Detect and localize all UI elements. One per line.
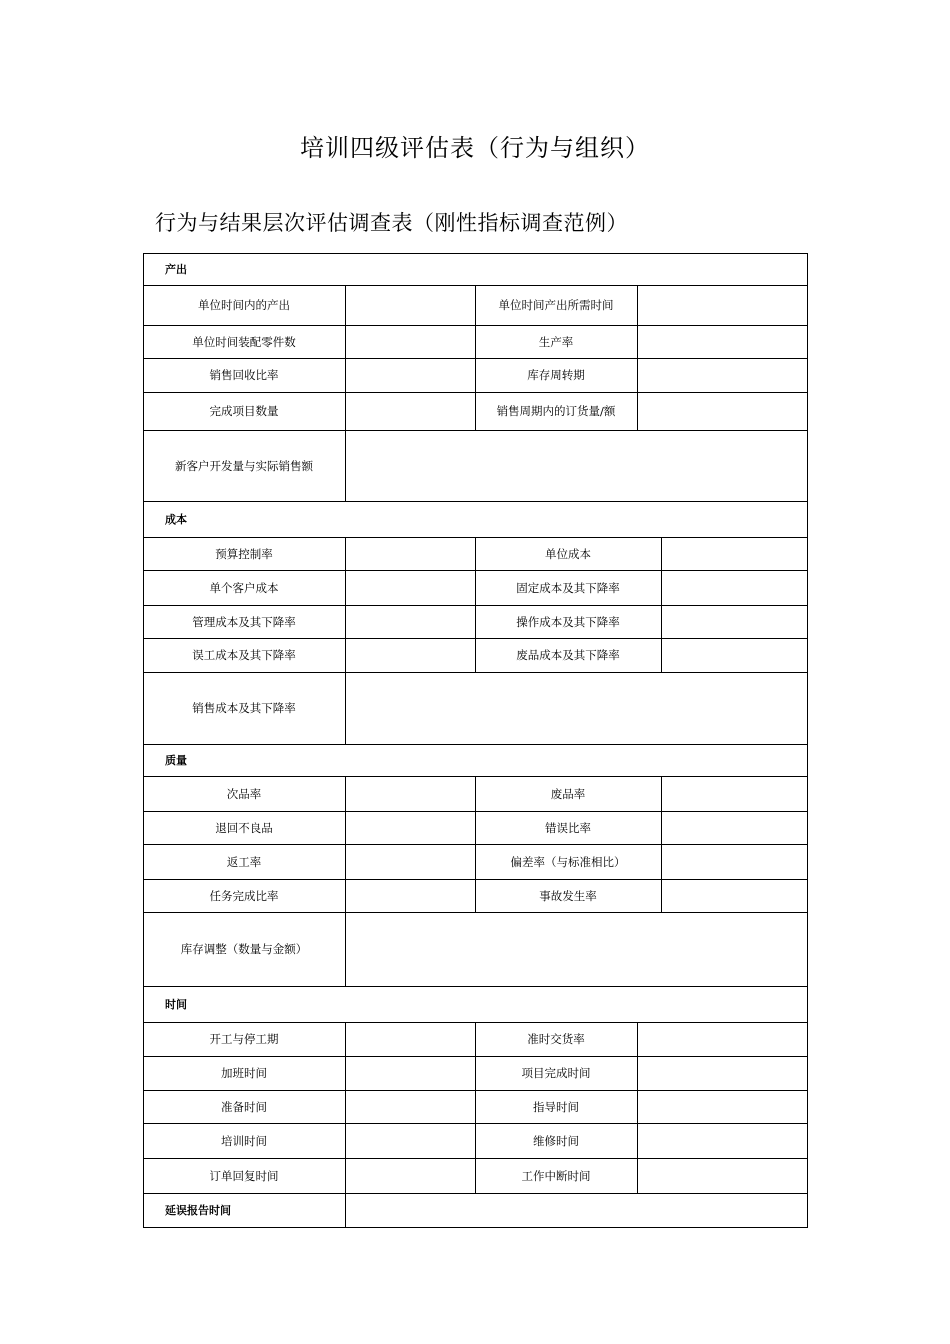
table-cell-label: 固定成本及其下降率 — [516, 580, 620, 595]
section-header: 质量 — [165, 754, 187, 767]
table-cell-label: 销售回收比率 — [209, 368, 279, 382]
table-rule-vertical — [345, 285, 346, 326]
table-rule-vertical — [345, 1056, 346, 1091]
table-cell-label: 准备时间 — [221, 1099, 267, 1114]
table-cell-label: 任务完成比率 — [209, 888, 279, 903]
table-rule-vertical — [661, 811, 662, 845]
table-rule-horizontal — [143, 1227, 808, 1228]
table-cell-label: 事故发生率 — [539, 888, 597, 903]
table-rule-vertical — [637, 1158, 638, 1194]
table-cell-label: 销售成本及其下降率 — [192, 701, 296, 715]
table-cell-label: 单位成本 — [545, 546, 591, 561]
section-header: 成本 — [165, 513, 187, 526]
table-cell-label: 工作中断时间 — [521, 1168, 591, 1183]
table-cell-label: 偏差率（与标准相比） — [510, 854, 626, 869]
table-rule-vertical — [345, 392, 346, 431]
table-cell-label: 订单回复时间 — [209, 1168, 279, 1183]
table-rule-vertical — [345, 844, 346, 880]
table-cell-label: 操作成本及其下降率 — [516, 614, 620, 629]
table-cell-label: 库存调整（数量与金额） — [180, 942, 308, 956]
table-rule-vertical — [345, 1158, 346, 1194]
table-rule-horizontal — [143, 986, 808, 987]
table-rule-vertical — [345, 358, 346, 393]
table-rule-vertical — [637, 1056, 638, 1091]
table-rule-vertical — [345, 1022, 346, 1057]
table-rule-vertical — [661, 844, 662, 880]
table-cell-label: 维修时间 — [533, 1133, 579, 1148]
table-rule-vertical — [661, 776, 662, 812]
table-rule-vertical — [637, 325, 638, 359]
table-rule-vertical — [637, 1090, 638, 1124]
table-cell-label: 预算控制率 — [215, 546, 273, 561]
table-rule-vertical — [637, 1123, 638, 1159]
evaluation-table — [143, 253, 807, 1227]
table-cell-label: 废品率 — [550, 786, 586, 801]
table-rule-vertical — [345, 776, 346, 812]
table-rule-vertical — [661, 537, 662, 571]
table-rule-vertical — [345, 879, 346, 913]
table-rule-horizontal — [143, 744, 808, 745]
table-cell-label: 新客户开发量与实际销售额 — [175, 458, 313, 473]
table-rule-vertical — [345, 1090, 346, 1124]
table-rule-vertical — [807, 253, 808, 1228]
table-cell-label: 退回不良品 — [215, 820, 273, 835]
table-rule-horizontal — [143, 501, 808, 502]
table-rule-vertical — [661, 570, 662, 606]
table-cell-label: 生产率 — [538, 334, 574, 349]
table-cell-label: 准时交货率 — [527, 1032, 585, 1046]
table-rule-vertical — [345, 537, 346, 571]
table-rule-vertical — [345, 570, 346, 606]
table-rule-vertical — [345, 811, 346, 845]
table-rule-vertical — [661, 605, 662, 639]
table-cell-label: 库存周转期 — [527, 368, 585, 382]
table-cell-label: 销售周期内的订货量/额 — [496, 404, 616, 418]
table-rule-vertical — [345, 912, 346, 987]
table-cell-label: 单个客户成本 — [209, 580, 279, 595]
section-header: 时间 — [165, 998, 187, 1011]
table-rule-vertical — [661, 638, 662, 673]
table-rule-vertical — [345, 1193, 346, 1228]
table-cell-label: 开工与停工期 — [209, 1032, 279, 1046]
table-cell-label: 指导时间 — [533, 1099, 579, 1114]
table-cell-label: 误工成本及其下降率 — [192, 648, 296, 662]
table-rule-vertical — [345, 638, 346, 673]
table-rule-vertical — [345, 1123, 346, 1159]
table-cell-label: 次品率 — [226, 786, 262, 801]
table-cell-label: 培训时间 — [221, 1133, 267, 1148]
table-cell-label: 废品成本及其下降率 — [516, 648, 620, 662]
table-cell-label: 单位时间装配零件数 — [192, 334, 296, 349]
table-rule-vertical — [661, 879, 662, 913]
table-cell-label: 延误报告时间 — [165, 1204, 231, 1217]
table-rule-vertical — [637, 1022, 638, 1057]
table-cell-label: 加班时间 — [221, 1066, 267, 1080]
table-rule-vertical — [345, 605, 346, 639]
table-cell-label: 返工率 — [226, 854, 262, 869]
table-cell-label: 完成项目数量 — [209, 404, 279, 418]
table-rule-vertical — [637, 392, 638, 431]
table-cell-label: 单位时间产出所需时间 — [498, 298, 614, 312]
table-rule-vertical — [637, 358, 638, 393]
table-rule-vertical — [637, 285, 638, 326]
table-cell-label: 项目完成时间 — [521, 1066, 591, 1080]
page-title: 培训四级评估表（行为与组织） — [300, 134, 650, 162]
table-rule-vertical — [345, 672, 346, 745]
table-cell-label: 错误比率 — [545, 820, 591, 835]
section-header: 产出 — [165, 263, 187, 276]
table-subtitle: 行为与结果层次评估调查表（刚性指标调查范例） — [155, 211, 628, 235]
table-rule-vertical — [345, 430, 346, 502]
table-cell-label: 单位时间内的产出 — [198, 298, 290, 312]
table-rule-vertical — [345, 325, 346, 359]
table-cell-label: 管理成本及其下降率 — [192, 614, 296, 629]
